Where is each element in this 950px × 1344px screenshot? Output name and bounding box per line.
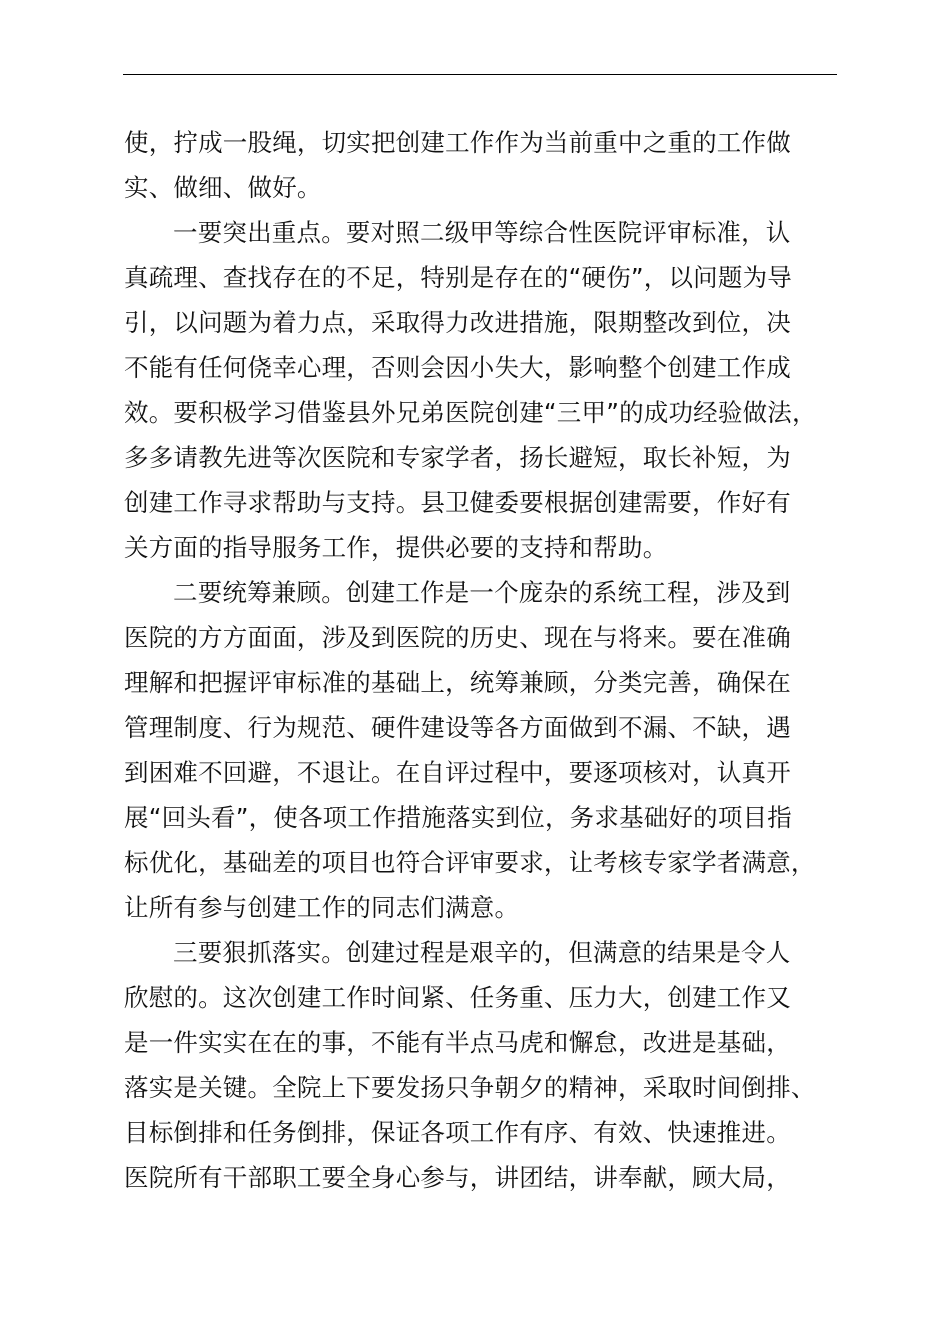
text-line: 目标倒排和任务倒排，保证各项工作有序、有效、快速推进。: [124, 1118, 791, 1147]
text-line: 效。要积极学习借鉴县外兄弟医院创建“三甲”的成功经验做法，: [124, 398, 817, 427]
text-line: 关方面的指导服务工作，提供必要的支持和帮助。: [124, 533, 668, 562]
text-line: 让所有参与创建工作的同志们满意。: [124, 893, 520, 922]
text-line: 欣慰的。这次创建工作时间紧、任务重、压力大，创建工作又: [124, 983, 791, 1012]
text-line: 标优化，基础差的项目也符合评审要求，让考核专家学者满意，: [124, 848, 816, 877]
text-line: 医院的方方面面，涉及到医院的历史、现在与将来。要在准确: [124, 623, 791, 652]
text-line: 创建工作寻求帮助与支持。县卫健委要根据创建需要，作好有: [124, 488, 791, 517]
text-line: 真疏理、查找存在的不足，特别是存在的“硬伤”，以问题为导: [124, 263, 792, 292]
text-line: 不能有任何侥幸心理，否则会因小失大，影响整个创建工作成: [124, 353, 791, 382]
paragraph-start-line: 三要狠抓落实。创建过程是艰辛的，但满意的结果是令人: [173, 938, 791, 967]
text-line: 医院所有干部职工要全身心参与，讲团结，讲奉献，顾大局，: [124, 1163, 791, 1192]
text-line: 理解和把握评审标准的基础上，统筹兼顾，分类完善，确保在: [124, 668, 791, 697]
text-line: 多多请教先进等次医院和专家学者，扬长避短，取长补短，为: [124, 443, 791, 472]
header-rule: [123, 74, 837, 75]
text-line: 到困难不回避，不退让。在自评过程中，要逐项核对，认真开: [124, 758, 791, 787]
text-line: 管理制度、行为规范、硬件建设等各方面做到不漏、不缺，遇: [124, 713, 791, 742]
text-line: 是一件实实在在的事，不能有半点马虎和懈怠，改进是基础，: [124, 1028, 791, 1057]
text-line: 引，以问题为着力点，采取得力改进措施，限期整改到位，决: [124, 308, 791, 337]
text-line: 落实是关键。全院上下要发扬只争朝夕的精神，采取时间倒排、: [124, 1073, 816, 1102]
body-text: [124, 120, 840, 1200]
text-line: 使，拧成一股绳，切实把创建工作作为当前重中之重的工作做: [124, 128, 791, 157]
paragraph-start-line: 一要突出重点。要对照二级甲等综合性医院评审标准，认: [173, 218, 791, 247]
paragraph-start-line: 二要统筹兼顾。创建工作是一个庞杂的系统工程，涉及到: [173, 578, 791, 607]
text-line: 展“回头看”，使各项工作措施落实到位，务求基础好的项目指: [124, 803, 792, 832]
text-line: 实、做细、做好。: [124, 173, 322, 202]
